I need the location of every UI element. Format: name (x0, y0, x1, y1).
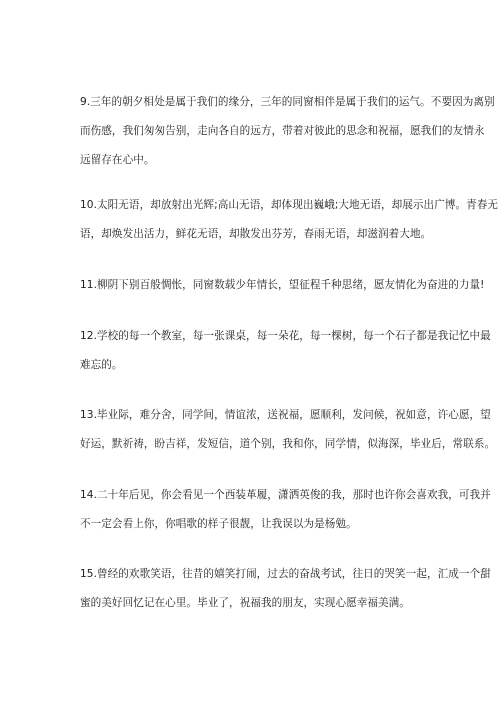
text-line: 9.三年的朝夕相处是属于我们的缘分，三年的同窗相伴是属于我们的运气。不要因为离别 (80, 96, 495, 108)
text-line: 12.学校的每一个教室，每一张课桌，每一朵花，每一棵树，每一个石子都是我记忆中最 (80, 330, 491, 342)
paragraph-12 (80, 322, 491, 380)
text-line: 10.太阳无语，却放射出光辉;高山无语，却体现出巍峨;大地无语，却展示出广博。青春无 (80, 199, 499, 211)
paragraph-15 (80, 560, 491, 618)
paragraph-10 (80, 191, 499, 249)
text-line: 15.曾经的欢歌笑语，往昔的嬉笑打闹，过去的奋战考试，往日的哭笑一起，汇成一个甜 (80, 568, 491, 580)
text-line: 好运，默祈祷，盼吉祥，发短信，道个别，我和你，同学情，似海深，毕业后，常联系。 (80, 438, 496, 450)
text-line: 14.二十年后见，你会看见一个西装革履，潇洒英俊的我，那时也许你会喜欢我，可我并 (80, 489, 491, 501)
text-line: 语，却焕发出活力，鲜花无语，却散发出芬芳，春雨无语，却滋润着大地。 (80, 228, 432, 240)
text-line: 11.柳阴下别百般惆怅，同窗数载少年情长，望征程千种思绪，愿友情化为奋进的力量! (80, 279, 485, 291)
text-line: 难忘的。 (80, 359, 123, 371)
text-line: 13.毕业际，难分舍，同学间，情谊浓，送祝福，愿顺利，发问候，祝如意，许心愿，望 (80, 409, 491, 421)
text-line: 远留存在心中。 (80, 154, 155, 166)
text-line: 而伤感，我们匆匆告别，走向各自的远方，带着对彼此的思念和祝福，愿我们的友情永 (80, 125, 485, 137)
paragraph-14 (80, 481, 491, 539)
paragraph-13 (80, 401, 496, 459)
paragraph-9 (80, 88, 495, 175)
text-line: 不一定会看上你，你唱歌的样子很靓，让我误以为是杨勉。 (80, 518, 357, 530)
paragraph-11 (80, 271, 485, 300)
text-line: 蜜的美好回忆记在心里。毕业了，祝福我的朋友，实现心愿幸福美满。 (80, 597, 410, 609)
